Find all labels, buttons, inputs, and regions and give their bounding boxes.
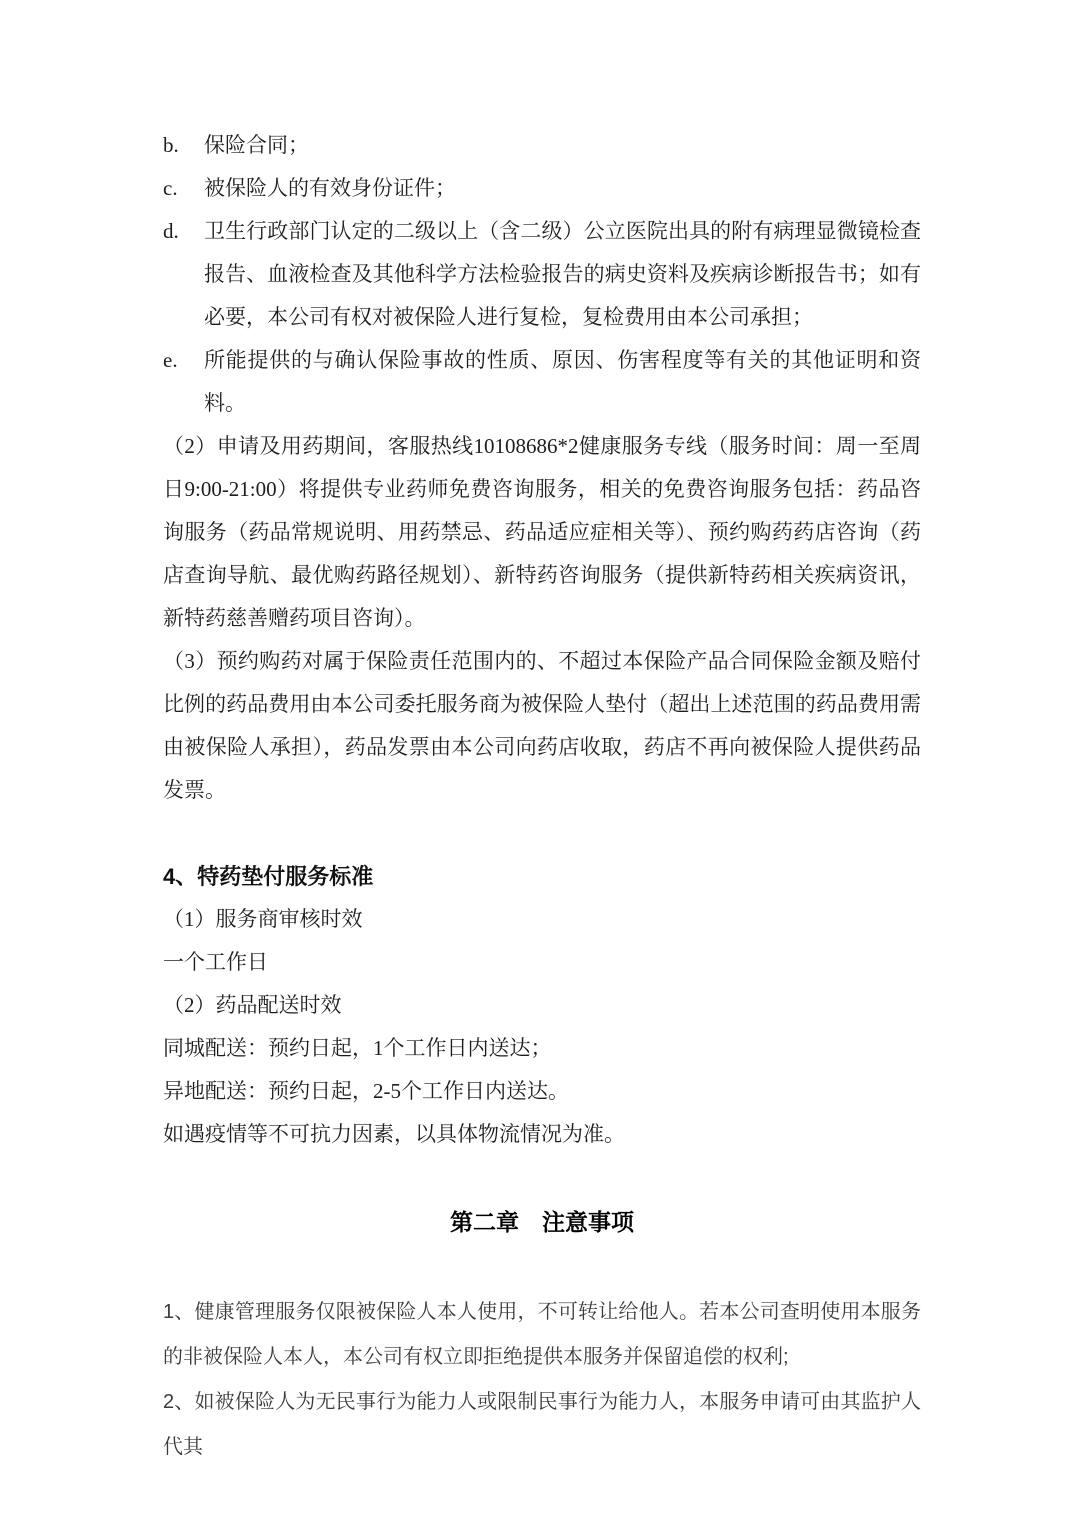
evidence-list bbox=[163, 124, 921, 812]
service-line-provider-review-value: 一个工作日 bbox=[163, 950, 268, 974]
list-item-text: 保险合同； bbox=[204, 133, 309, 157]
note-1: 1、健康管理服务仅限被保险人本人使用，不可转让给他人。若本公司查明使用本服务的非被保险人本人，本公司有权立即拒绝提供本服务并保留追偿的权利; bbox=[163, 1301, 921, 1368]
service-line-same-city-delivery: 同城配送：预约日起，1个工作日内送达； bbox=[163, 1036, 552, 1060]
service-line-delivery-title: （2）药品配送时效 bbox=[163, 993, 342, 1017]
section-heading-special-drug-advance-standard: 4、特药垫付服务标准 bbox=[163, 864, 374, 889]
paragraph-apply-medication-period: （2）申请及用药期间，客服热线10108686*2健康服务专线（服务时间：周一至周日9:00-21:00）将提供专业药师免费咨询服务，相关的免费咨询服务包括：药品咨询服务（药品常规说明、用药禁忌、药品适应症相关等）、预约购药药店咨询（药店查询导航、最优购药路径规划）、新特药咨询服务（提供新特药相关疾病资讯，新特药慈善赠药项目咨询）。 bbox=[163, 434, 921, 630]
list-item-marker: d. bbox=[163, 219, 179, 243]
notes-block bbox=[163, 1290, 921, 1470]
list-item-marker: c. bbox=[163, 176, 178, 200]
list-item-e bbox=[163, 339, 921, 425]
service-line-provider-review-title: （1）服务商审核时效 bbox=[163, 907, 363, 931]
document-content bbox=[163, 124, 921, 1470]
list-item-marker: b. bbox=[163, 133, 179, 157]
list-item-d bbox=[163, 210, 921, 339]
list-item-text: 卫生行政部门认定的二级以上（含二级）公立医院出具的附有病理显微镜检查报告、血液检查及其他科学方法检验报告的病史资料及疾病诊断报告书；如有必要，本公司有权对被保险人进行复检，复检费用由本公司承担； bbox=[204, 219, 921, 329]
service-line-remote-delivery: 异地配送：预约日起，2-5个工作日内送达。 bbox=[163, 1079, 569, 1103]
chapter-heading-notes: 第二章 注意事项 bbox=[450, 1209, 634, 1235]
list-item-marker: e. bbox=[163, 348, 178, 372]
list-item-b bbox=[163, 124, 921, 167]
list-item-c bbox=[163, 167, 921, 210]
note-2: 2、如被保险人为无民事行为能力人或限制民事行为能力人，本服务申请可由其监护人代其 bbox=[163, 1391, 921, 1458]
paragraph-reserved-purchase: （3）预约购药对属于保险责任范围内的、不超过本保险产品合同保险金额及赔付比例的药品费用由本公司委托服务商为被保险人垫付（超出上述范围的药品费用需由被保险人承担），药品发票由本公司向药店收取，药店不再向被保险人提供药品发票。 bbox=[163, 649, 921, 802]
list-item-text: 被保险人的有效身份证件； bbox=[204, 176, 456, 200]
service-line-force-majeure: 如遇疫情等不可抗力因素，以具体物流情况为准。 bbox=[163, 1122, 625, 1146]
list-item-text: 所能提供的与确认保险事故的性质、原因、伤害程度等有关的其他证明和资料。 bbox=[204, 348, 921, 415]
service-standard-block bbox=[163, 898, 921, 1156]
